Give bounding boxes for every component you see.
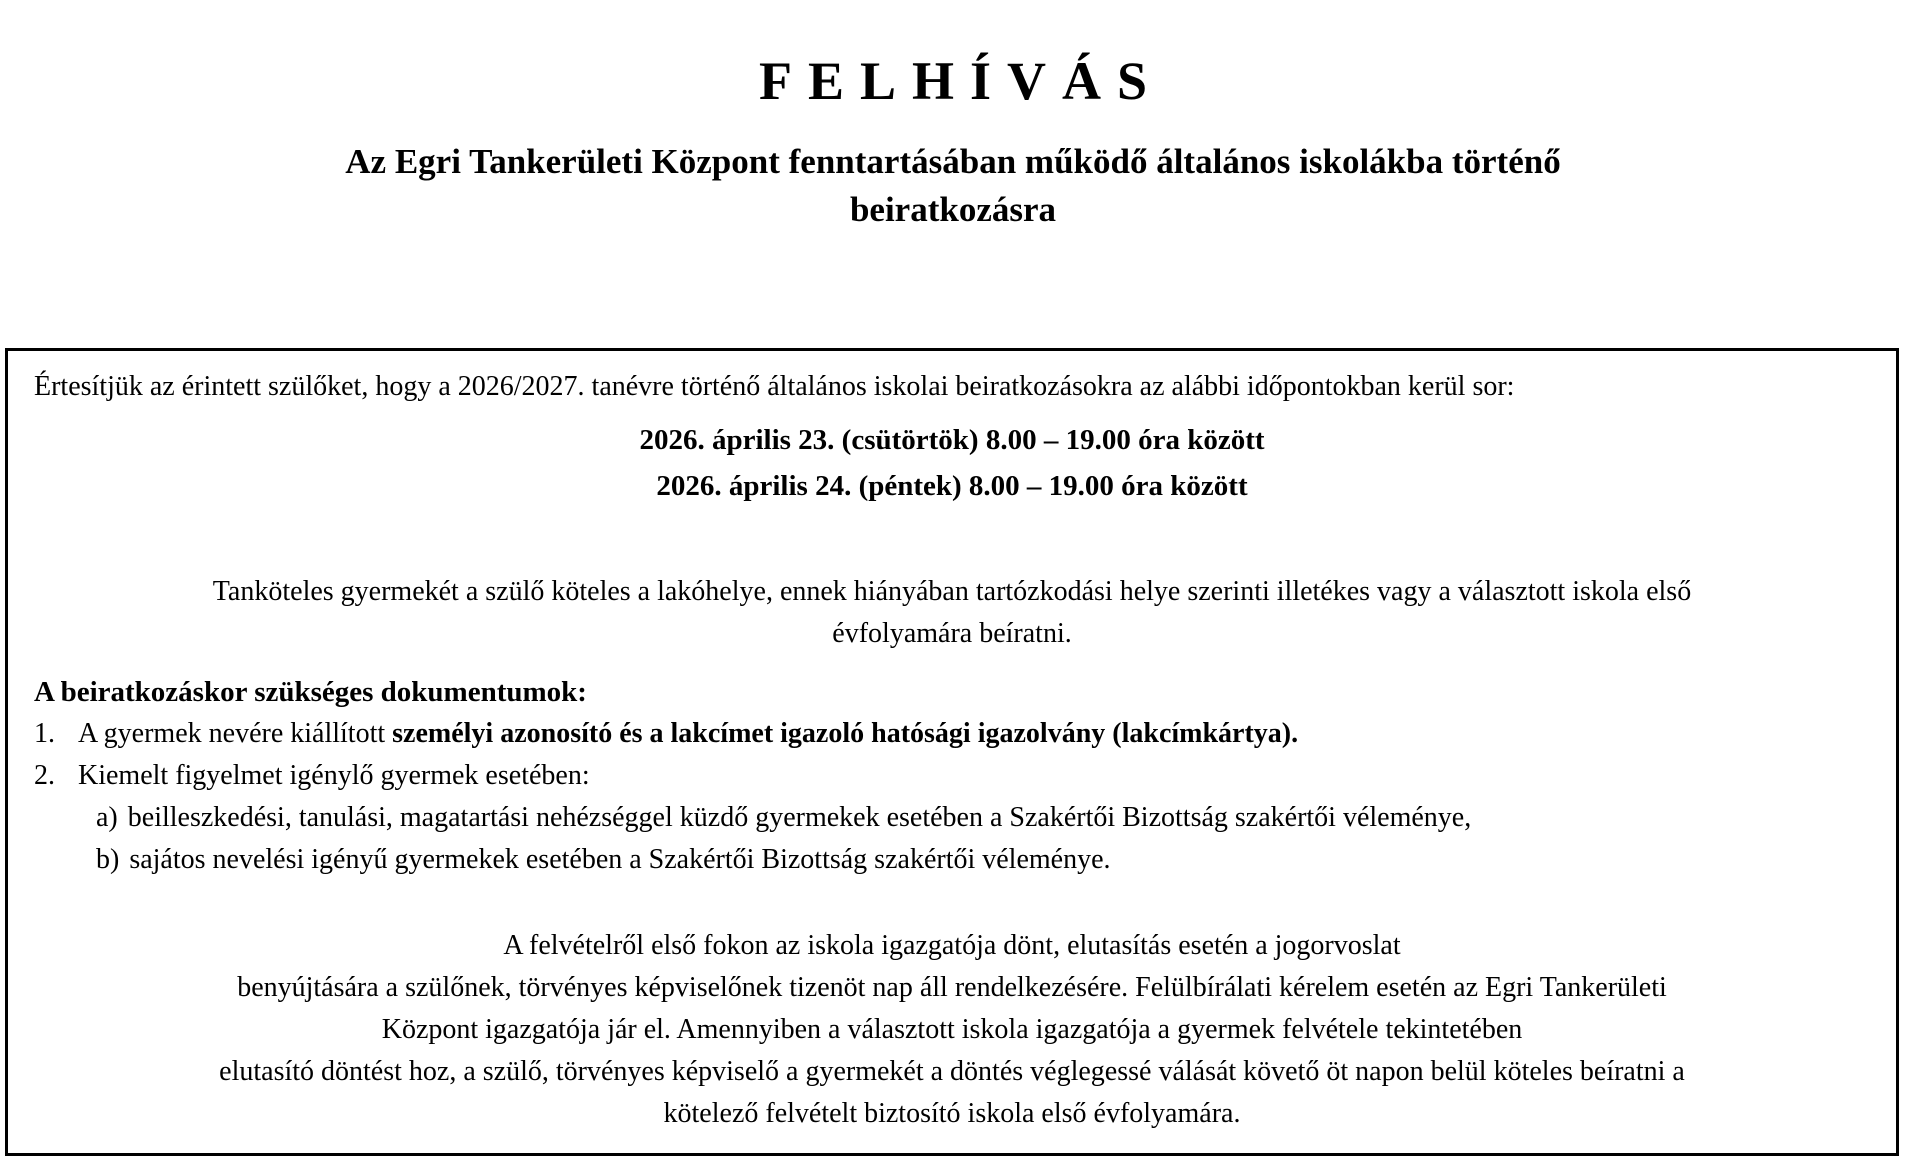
page-title: FELHÍVÁS	[758, 51, 1164, 111]
closing-line-3: Központ igazgatója jár el. Amennyiben a választott iskola igazgatója a gyermek felvétele tekintetében	[381, 1014, 1523, 1045]
enrollment-dates	[34, 417, 1870, 509]
page-subtitle	[0, 138, 1906, 234]
sublist-item-a-text: beilleszkedési, tanulási, magatartási nehézséggel küzdő gyermekek esetében a Szakértői Bizottság szakértői véleménye,	[127, 802, 1472, 833]
obligation-line-1: Tanköteles gyermekét a szülő köteles a lakóhelye, ennek hiányában tartózkodási helye szerinti illetékes vagy a választott iskola első	[212, 576, 1692, 607]
intro-paragraph: Értesítjük az érintett szülőket, hogy a 2026/2027. tanévre történő általános iskolai beiratkozásokra az alábbi időpontokban kerül sor:	[34, 371, 1515, 402]
closing-line-2: benyújtására a szülőnek, törvényes képviselőnek tizenöt nap áll rendelkezésére. Felülbírálati kérelem esetén az Egri Tankerületi	[237, 972, 1667, 1003]
list-item-2-text-normal: Kiemelt figyelmet igénylő gyermek esetében:	[78, 760, 590, 791]
list-marker-2: 2.	[34, 760, 55, 791]
list-item-1-text	[78, 713, 1298, 755]
closing-line-5: kötelező felvételt biztosító iskola első évfolyamára.	[663, 1098, 1241, 1129]
list-item-1-text-normal: A gyermek nevére kiállított	[78, 718, 393, 749]
sublist-marker-a: a)	[96, 802, 118, 833]
closing-line-1: A felvételről első fokon az iskola igazgatója dönt, elutasítás esetén a jogorvoslat	[503, 930, 1401, 961]
closing-line-4: elutasító döntést hoz, a szülő, törvényes képviselő a gyermekét a döntés véglegessé válását követő öt napon belül köteles beíratni a	[219, 1056, 1685, 1087]
obligation-paragraph	[34, 571, 1870, 655]
document-sublist-item-b	[96, 839, 1870, 881]
closing-paragraph	[34, 925, 1870, 1135]
document-list-item-2	[34, 755, 1870, 797]
list-marker-1: 1.	[34, 718, 55, 749]
document-sublist-item-a	[96, 797, 1870, 839]
list-item-2-text	[78, 755, 590, 797]
documents-heading: A beiratkozáskor szükséges dokumentumok:	[34, 676, 587, 708]
page-subtitle-line-2: beiratkozásra	[849, 190, 1057, 229]
sublist-marker-b: b)	[96, 844, 120, 875]
enrollment-date-line-2: 2026. április 24. (péntek) 8.00 – 19.00 óra között	[656, 470, 1248, 502]
document-list-item-1	[34, 713, 1870, 755]
page-subtitle-line-1: Az Egri Tankerületi Központ fenntartásában működő általános iskolákba történő	[345, 142, 1561, 181]
sublist-item-b-text: sajátos nevelési igényű gyermekek esetében a Szakértői Bizottság szakértői véleménye.	[129, 844, 1111, 875]
document-list	[34, 713, 1870, 881]
obligation-line-2: évfolyamára beíratni.	[832, 618, 1072, 649]
enrollment-date-line-1: 2026. április 23. (csütörtök) 8.00 – 19.00 óra között	[639, 424, 1265, 456]
list-item-1-text-bold: személyi azonosító és a lakcímet igazoló hatósági igazolvány (lakcímkártya).	[392, 718, 1299, 749]
notice-box	[5, 348, 1899, 1156]
